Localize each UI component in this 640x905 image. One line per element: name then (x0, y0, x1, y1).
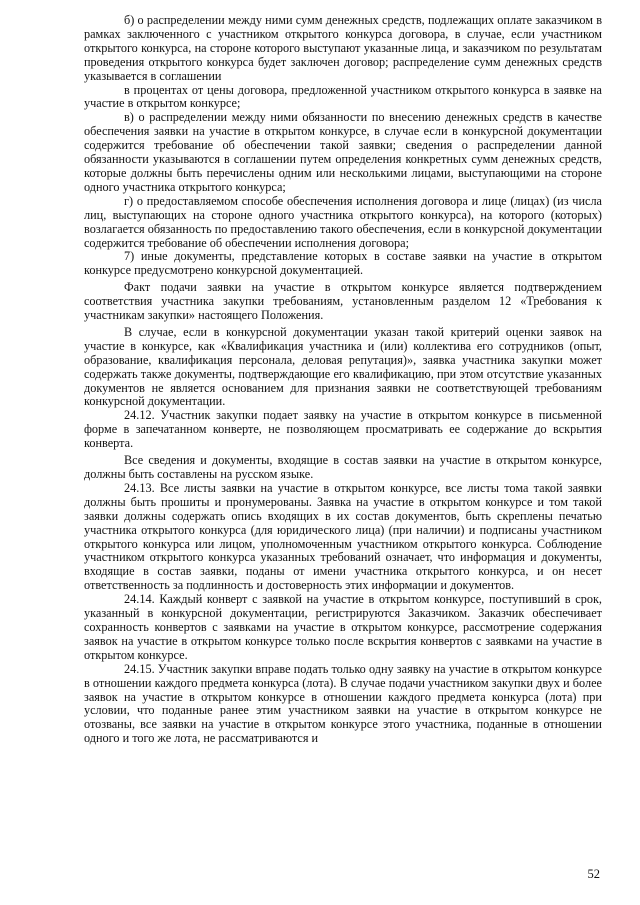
paragraph-fact: Факт подачи заявки на участие в открытом конкурсе является подтверждением соответствия участника закупки требованиям, установленным разделом 12 «Требования к участникам закупки» настоящего Положения. (84, 280, 602, 323)
page-number: 52 (587, 867, 600, 881)
paragraph-g: г) о предоставляемом способе обеспечения исполнения договора и лице (лицах) (из числа лиц, выступающих на стороне одного участника открытого конкурса), на которого (которых) возлагается обязанность по предоставлению такого обеспечения, если в конкурсной документации содержится требование об обеспечении исполнения договора; (84, 193, 602, 250)
paragraph-b: б) о распределении между ними сумм денежных средств, подлежащих оплате заказчиком в рамках заключенного с участником открытого конкурса договора, в случае, если участником открытого конкурса, на стороне которого выступают указанные лица, и заказчиком по результатам проведения открытого конкурса будет заключен договор; распределение сумм денежных средств указывается в соглашении (84, 13, 602, 83)
paragraph-v: в) о распределении между ними обязанности по внесению денежных средств в качестве обеспечения заявки на участие в открытом конкурсе, в случае если в конкурсной документации содержится требование об обеспечении такой заявки; сведения о распределении данной обязанности указываются в соглашении путем определения конкретных сумм денежных средств, которые должны быть перечислены одним или несколькими лицами, выступающими на стороне одного участника открытого конкурса; (84, 110, 602, 194)
paragraph-b-continued: в процентах от цены договора, предложенной участником открытого конкурса в заявке на участие в открытом конкурсе; (84, 82, 602, 111)
paragraph-24-12: 24.12. Участник закупки подает заявку на участие в открытом конкурсе в письменной форме в запечатанном конверте, не позволяющем просматривать ее содержание до вскрытия конверта. (84, 408, 602, 451)
paragraph-24-15: 24.15. Участник закупки вправе подать только одну заявку на участие в открытом конкурсе в отношении каждого предмета конкурса (лота). В случае подачи участником закупки двух и более заявок на участие в открытом конкурсе в отношении каждого предмета конкурса (лота) при условии, что поданные ранее этим участником заявки на участие в открытом конкурсе не отозваны, все заявки на участие в открытом конкурсе этого участника, поданные в отношении одного и того же лота, не рассматриваются и (84, 661, 602, 746)
document-page (84, 14, 602, 746)
paragraph-24-13: 24.13. Все листы заявки на участие в открытом конкурсе, все листы тома такой заявки должны быть прошиты и пронумерованы. Заявка на участие в открытом конкурсе и том такой заявки должны содержать опись входящих в их состав документов, быть скреплены печатью участника открытого конкурса (для юридического лица) (при наличии) и подписаны участником открытого конкурса или лицом, уполномоченным участником открытого конкурса. Соблюдение участником открытого конкурса указанных требований означает, что информация и документы, входящие в состав заявки, поданы от имени участника открытого конкурса, и он несет ответственность за подлинность и достоверность этих информации и документов. (84, 480, 602, 593)
paragraph-qualification: В случае, если в конкурсной документации указан такой критерий оценки заявок на участие в конкурсе, как «Квалификация участника и (или) коллектива его сотрудников (опыт, образование, квалификация персонала, деловая репутация)», заявка участника закупки может содержать также документы, подтверждающие его квалификацию, при этом отсутствие указанных документов не является основанием для признания заявки не соответствующей требованиям конкурсной документации. (84, 324, 602, 409)
paragraph-24-14: 24.14. Каждый конверт с заявкой на участие в открытом конкурсе, поступивший в срок, указанный в конкурсной документации, регистрируются Заказчиком. Заказчик обеспечивает сохранность конвертов с заявками на участие в открытом конкурсе, рассмотрение содержания заявок на участие в открытом конкурсе только после вскрытия конвертов с заявками на участие в открытом конкурсе. (84, 592, 602, 662)
paragraph-language: Все сведения и документы, входящие в состав заявки на участие в открытом конкурсе, должны быть составлены на русском языке. (84, 453, 602, 481)
paragraph-item-7: 7) иные документы, представление которых в составе заявки на участие в открытом конкурсе предусмотрено конкурсной документацией. (84, 249, 602, 278)
